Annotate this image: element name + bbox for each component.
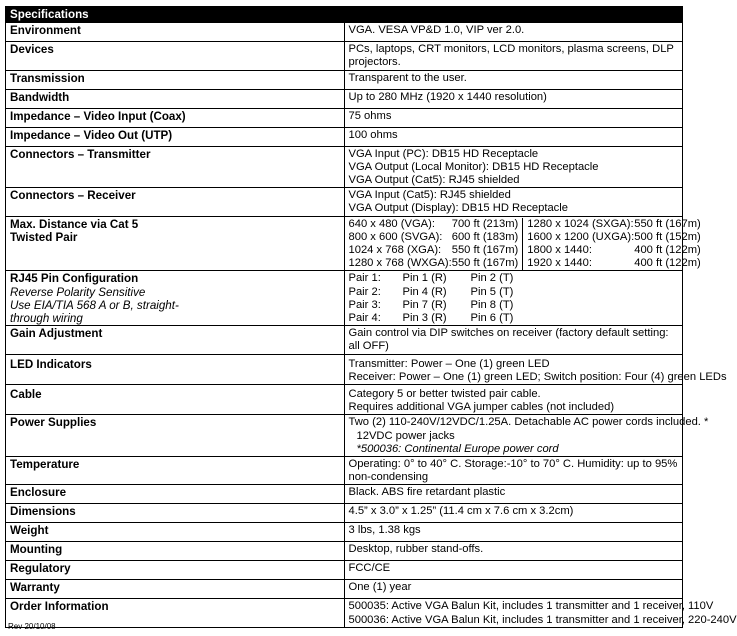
spec-value: 3 lbs, 1.38 kgs (344, 523, 683, 542)
pin-pair-row (349, 299, 679, 312)
spec-label: Weight (6, 523, 345, 542)
resolution: 1280 x 768 (WXGA): (348, 257, 452, 270)
spec-value: 100 ohms (344, 127, 683, 146)
spec-row-warranty (6, 580, 683, 599)
spec-row-transmission (6, 70, 683, 89)
distance: 550 ft (167m) (634, 217, 701, 230)
spec-row-devices (6, 42, 683, 70)
distance-row (527, 231, 701, 244)
distance-row (527, 218, 701, 231)
distance-row (349, 257, 519, 270)
spec-line: VGA Input (PC): DB15 HD Receptacle (348, 147, 539, 160)
spec-value (344, 188, 683, 216)
spec-row-max-distance (6, 216, 683, 271)
spec-label: Power Supplies (6, 415, 345, 457)
spec-label: Cable (6, 385, 345, 415)
resolution: 640 x 480 (VGA): (348, 217, 435, 230)
spec-row-impedance-input (6, 108, 683, 127)
spec-label: Transmission (6, 70, 345, 89)
spec-row-environment (6, 23, 683, 42)
spec-value (344, 599, 737, 627)
table-header-row (6, 7, 683, 23)
spec-label: Regulatory (6, 561, 345, 580)
spec-label: Gain Adjustment (6, 326, 345, 354)
spec-value (344, 385, 683, 415)
spec-value: One (1) year (344, 580, 683, 599)
spec-line: Two (2) 110-240V/12VDC/1.25A. Detachable AC power cords included. * (348, 416, 709, 429)
spec-value (344, 354, 727, 384)
spec-label: Order Information (6, 599, 345, 627)
spec-value: VGA. VESA VP&D 1.0, VIP ver 2.0. (344, 23, 683, 42)
spec-value: 75 ohms (344, 108, 683, 127)
spec-value: Desktop, rubber stand-offs. (344, 542, 683, 561)
spec-label: Impedance – Video Input (Coax) (6, 108, 345, 127)
spec-row-power (6, 415, 683, 457)
spec-line: VGA Output (Display): DB15 HD Receptacle (348, 202, 568, 215)
spec-row-cable (6, 385, 683, 415)
spec-label-line: RJ45 Pin Configuration (10, 272, 139, 286)
spec-line: Category 5 or better twisted pair cable. (348, 388, 541, 401)
pair-label: Pair 2: (348, 285, 381, 298)
distance: 550 ft (167m) (451, 244, 519, 257)
distance-row (349, 218, 519, 231)
spec-label (6, 271, 345, 326)
pin-b: Pin 2 (T) (470, 272, 514, 285)
rj45-note: Reverse Polarity Sensitive (10, 285, 146, 299)
spec-row-order (6, 599, 683, 627)
distance-row (527, 244, 701, 257)
spec-value: Transparent to the user. (344, 70, 683, 89)
spec-label (6, 216, 345, 271)
order-line: 500035: Active VGA Balun Kit, includes 1 transmitter and 1 receiver, 110V (348, 600, 714, 613)
spec-value: PCs, laptops, CRT monitors, LCD monitors, plasma screens, DLP projectors. (344, 42, 683, 70)
distance: 500 ft (152m) (634, 230, 701, 243)
order-line: 500036: Active VGA Balun Kit, includes 1 transmitter and 1 receiver, 220-240V (348, 613, 737, 626)
rj45-note: through wiring (10, 312, 83, 326)
spec-value: Operating: 0° to 40° C. Storage:-10° to 70° C. Humidity: up to 95% non-condensing (344, 457, 683, 485)
spec-row-weight (6, 523, 683, 542)
distance-column-right (522, 218, 705, 271)
spec-value (344, 271, 683, 326)
pin-pair-row (349, 272, 679, 285)
distance: 400 ft (122m) (634, 257, 701, 270)
spec-row-dimensions (6, 504, 683, 523)
spec-line: VGA Input (Cat5): RJ45 shielded (348, 189, 511, 202)
spec-row-temperature (6, 457, 683, 485)
spec-line: Requires additional VGA jumper cables (not included) (348, 401, 615, 414)
distance: 550 ft (167m) (451, 257, 519, 270)
spec-row-mounting (6, 542, 683, 561)
resolution: 1024 x 768 (XGA): (348, 244, 442, 257)
spec-label: Dimensions (6, 504, 345, 523)
spec-label: Mounting (6, 542, 345, 561)
resolution: 1600 x 1200 (UXGA): (527, 230, 635, 243)
spec-row-enclosure (6, 485, 683, 504)
pin-b: Pin 5 (T) (470, 285, 514, 298)
spec-row-impedance-output (6, 127, 683, 146)
spec-row-led (6, 354, 683, 384)
spec-label: Impedance – Video Out (UTP) (6, 127, 345, 146)
spec-label: Bandwidth (6, 89, 345, 108)
spec-row-regulatory (6, 561, 683, 580)
spec-value: Gain control via DIP switches on receiver (factory default setting: all OFF) (344, 326, 683, 354)
resolution: 800 x 600 (SVGA): (348, 230, 443, 243)
pin-pair-row (349, 312, 679, 325)
distance-column-left (345, 218, 523, 271)
spec-row-bandwidth (6, 89, 683, 108)
specifications-table (5, 6, 737, 628)
pin-b: Pin 6 (T) (470, 312, 514, 325)
spec-line: VGA Output (Cat5): RJ45 shielded (348, 174, 520, 187)
distance-row (527, 257, 701, 270)
spec-row-connectors-receiver (6, 188, 683, 216)
spec-label: Connectors – Receiver (6, 188, 345, 216)
spec-value (344, 216, 701, 271)
revision-note: Rev 20/10/08 (8, 622, 56, 631)
spec-line: Receiver: Power – One (1) green LED; Switch position: Four (4) green LEDs (348, 370, 727, 383)
pin-pair-row (349, 286, 679, 299)
pair-label: Pair 3: (348, 298, 381, 311)
spec-value (344, 415, 709, 457)
table-title: Specifications (6, 7, 683, 23)
spec-row-connectors-transmitter (6, 146, 683, 188)
spec-value: Black. ABS fire retardant plastic (344, 485, 683, 504)
pin-a: Pin 7 (R) (402, 298, 447, 311)
distance-row (349, 231, 519, 244)
spec-label: Warranty (6, 580, 345, 599)
distance: 700 ft (213m) (451, 217, 519, 230)
pin-a: Pin 1 (R) (402, 272, 447, 285)
spec-label-line: Twisted Pair (10, 230, 78, 244)
spec-line: VGA Output (Local Monitor): DB15 HD Receptacle (348, 160, 599, 173)
spec-label: Enclosure (6, 485, 345, 504)
spec-value: 4.5” x 3.0” x 1.25” (11.4 cm x 7.6 cm x 3.2cm) (344, 504, 683, 523)
power-note: *500036: Continental Europe power cord (356, 442, 559, 455)
spec-label: LED Indicators (6, 354, 345, 384)
spec-value: Up to 280 MHz (1920 x 1440 resolution) (344, 89, 683, 108)
pair-label: Pair 4: (348, 312, 381, 325)
resolution: 1800 x 1440: (527, 244, 592, 257)
resolution: 1920 x 1440: (527, 257, 592, 270)
distance-grid (345, 217, 701, 271)
rj45-note: Use EIA/TIA 568 A or B, straight- (10, 298, 179, 312)
spec-value: FCC/CE (344, 561, 683, 580)
spec-label-line: Max. Distance via Cat 5 (10, 217, 139, 231)
spec-value (344, 146, 683, 188)
pin-b: Pin 8 (T) (470, 298, 514, 311)
distance-row (349, 244, 519, 257)
spec-label: Devices (6, 42, 345, 70)
pin-a: Pin 3 (R) (402, 312, 447, 325)
spec-label: Environment (6, 23, 345, 42)
spec-row-gain (6, 326, 683, 354)
spec-row-rj45 (6, 271, 683, 326)
spec-label: Temperature (6, 457, 345, 485)
pin-a: Pin 4 (R) (402, 285, 447, 298)
distance: 600 ft (183m) (451, 230, 519, 243)
spec-line: 12VDC power jacks (356, 429, 455, 442)
distance: 400 ft (122m) (634, 244, 701, 257)
spec-line: Transmitter: Power – One (1) green LED (348, 357, 550, 370)
pair-label: Pair 1: (348, 272, 381, 285)
spec-label: Connectors – Transmitter (6, 146, 345, 188)
resolution: 1280 x 1024 (SXGA): (527, 217, 634, 230)
